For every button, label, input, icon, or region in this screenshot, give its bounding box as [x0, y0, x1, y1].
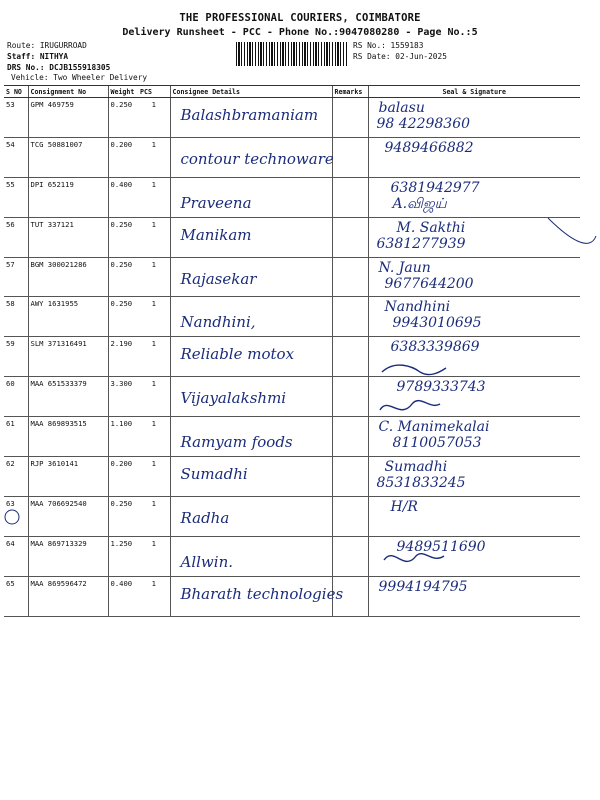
signature-text: M. Sakthi [396, 219, 466, 236]
row-sno: 62 [4, 457, 28, 497]
row-pcs: 1 [138, 137, 170, 177]
signature-scribble [382, 365, 446, 374]
row-pcs: 1 [138, 337, 170, 377]
col-sno: S NO [4, 86, 28, 98]
signature-scribble [380, 401, 440, 410]
row-sno: 64 [4, 536, 28, 576]
row-sno: 57 [4, 257, 28, 297]
row-sno: 61 [4, 417, 28, 457]
signature-text: C. Manimekalai [378, 419, 490, 436]
staff-label: Staff: NITHYA [7, 52, 69, 61]
row-weight: 0.400 [108, 576, 138, 616]
row-pcs: 1 [138, 496, 170, 536]
row-sno: 55 [4, 177, 28, 217]
row-consignment-no: MAA 869596472 [28, 576, 108, 616]
row-weight: 1.250 [108, 536, 138, 576]
consignee-name: Rajasekar [180, 269, 257, 288]
row-consignment-no: MAA 706692540 [28, 496, 108, 536]
row-pcs: 1 [138, 217, 170, 257]
signature-phone: 6381277939 [376, 235, 466, 252]
route-label: Route: IRUGURROAD [7, 41, 87, 50]
row-consignment-no: DPI 652119 [28, 177, 108, 217]
row-pcs: 1 [138, 297, 170, 337]
col-remarks: Remarks [332, 86, 368, 98]
row-sno: 54 [4, 137, 28, 177]
row-sno: 60 [4, 377, 28, 417]
row-sno: 65 [4, 576, 28, 616]
consignee-name: contour technoware [180, 149, 334, 168]
signature-text: 9489511690 [396, 538, 486, 555]
signature-text: N. Jaun [378, 259, 431, 276]
signature-text: 6383339869 [390, 339, 480, 356]
rs-date: RS Date: 02-Jun-2025 [353, 52, 447, 61]
signature-phone: 98 42298360 [376, 116, 471, 132]
col-seal-signature: Seal & Signature [368, 86, 580, 98]
row-pcs: 1 [138, 98, 170, 138]
row-pcs: 1 [138, 257, 170, 297]
runsheet-subtitle: Delivery Runsheet - PCC - Phone No.:9047080280 - Page No.:5 [122, 27, 478, 38]
consignee-name: Manikam [180, 225, 252, 244]
row-weight: 0.200 [108, 137, 138, 177]
signature-text: 6381942977 [390, 179, 480, 196]
drs-label: DRS No.: DCJB155918305 [7, 63, 111, 72]
signature-text: 9994194795 [378, 578, 468, 595]
signature-text: Sumadhi [384, 459, 448, 476]
row-sno: 59 [4, 337, 28, 377]
circle-mark [5, 510, 19, 524]
col-pcs: PCS [138, 86, 170, 98]
consignee-name: Praveena [180, 193, 252, 212]
row-weight: 1.100 [108, 417, 138, 457]
col-consignee: Consignee Details [170, 86, 332, 98]
row-sno: 63 [4, 496, 28, 536]
signature-text: 9489466882 [384, 139, 474, 156]
pen-stroke [548, 218, 596, 243]
row-consignment-no: BGM 300021286 [28, 257, 108, 297]
row-weight: 3.300 [108, 377, 138, 417]
row-weight: 0.250 [108, 297, 138, 337]
row-consignment-no: AWY 1631955 [28, 297, 108, 337]
row-weight: 0.400 [108, 177, 138, 217]
signature-text: 9789333743 [396, 379, 486, 396]
rs-number: RS No.: 1559183 [353, 41, 424, 50]
row-consignment-no: MAA 869893515 [28, 417, 108, 457]
row-sno: 58 [4, 297, 28, 337]
signature-phone: 9943010695 [392, 315, 482, 332]
row-pcs: 1 [138, 377, 170, 417]
row-pcs: 1 [138, 536, 170, 576]
row-pcs: 1 [138, 457, 170, 497]
signature-text: H/R [390, 498, 418, 515]
row-weight: 0.250 [108, 98, 138, 138]
row-consignment-no: MAA 869713329 [28, 536, 108, 576]
consignee-name: Vijayalakshmi [180, 389, 287, 408]
company-title: THE PROFESSIONAL COURIERS, COIMBATORE [179, 12, 421, 24]
row-weight: 2.190 [108, 337, 138, 377]
consignee-name: Sumadhi [180, 465, 248, 484]
col-consignment: Consignment No [28, 86, 108, 98]
row-consignment-no: SLM 371316491 [28, 337, 108, 377]
row-consignment-no: MAA 651533379 [28, 377, 108, 417]
row-sno: 56 [4, 217, 28, 257]
signature-phone: 9677644200 [384, 275, 474, 292]
consignee-name: Ramyam foods [180, 433, 293, 452]
row-consignment-no: RJP 3610141 [28, 457, 108, 497]
signature-phone: 8110057053 [392, 435, 482, 452]
consignee-name: Radha [180, 508, 230, 527]
consignee-name: Balashbramaniam [180, 106, 319, 124]
consignee-name: Allwin. [180, 552, 233, 571]
signature-phone: 8531833245 [376, 475, 466, 492]
signature-text: Nandhini [384, 299, 451, 316]
consignee-name: Bharath technologies [180, 584, 344, 603]
vehicle-label: Vehicle: Two Wheeler Delivery [11, 73, 148, 82]
row-consignment-no: TCG 50881007 [28, 137, 108, 177]
row-consignment-no: TUT 337121 [28, 217, 108, 257]
row-pcs: 1 [138, 177, 170, 217]
row-weight: 0.250 [108, 496, 138, 536]
row-weight: 0.250 [108, 217, 138, 257]
consignee-name: Nandhini, [180, 313, 256, 332]
signature-scribble [384, 554, 444, 562]
signature-text: balasu [378, 100, 425, 116]
signature-phone: A.விஜய் [392, 195, 447, 212]
col-weight: Weight [108, 86, 138, 98]
row-pcs: 1 [138, 417, 170, 457]
row-sno: 53 [4, 98, 28, 138]
consignee-name: Reliable motox [180, 345, 295, 364]
row-pcs: 1 [138, 576, 170, 616]
row-weight: 0.200 [108, 457, 138, 497]
row-weight: 0.250 [108, 257, 138, 297]
row-consignment-no: GPM 469759 [28, 98, 108, 138]
